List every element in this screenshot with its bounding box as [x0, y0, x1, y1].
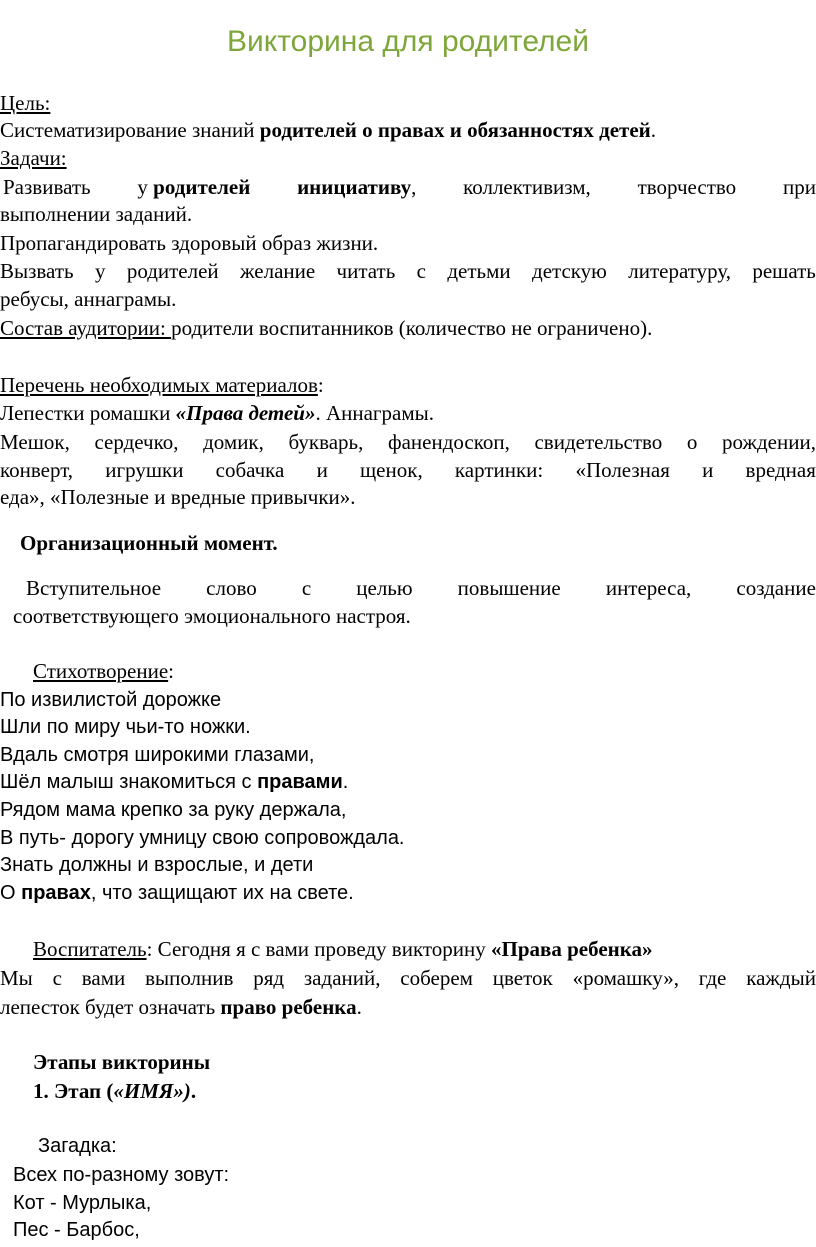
word: рождении,	[722, 430, 816, 454]
word: коллективизм,	[463, 175, 591, 199]
poem-8a: О	[0, 882, 22, 904]
word: собачка	[215, 458, 285, 482]
materials-colon: :	[317, 373, 324, 397]
task-line2	[0, 994, 816, 1022]
riddle-line-3: Пес - Барбос,	[13, 1219, 140, 1241]
task1-line1	[3, 174, 816, 202]
tasks-label: Задачи:	[0, 146, 67, 170]
word: конверт,	[0, 458, 74, 482]
teacher-line	[33, 936, 816, 964]
word-bold: родителей	[153, 175, 251, 199]
word: заданий,	[303, 966, 381, 990]
stages-heading	[33, 1049, 816, 1077]
org-heading	[20, 530, 816, 558]
goal-text-bold: родителей о правах и обязанностях детей	[259, 118, 651, 142]
task3-line2: ребусы, аннаграмы.	[0, 287, 177, 311]
stage1-name: «ИМЯ»)	[113, 1079, 191, 1103]
teacher-bold: «Права ребенка»	[491, 937, 653, 961]
stages-heading-text: Этапы викторины	[33, 1050, 211, 1074]
word: цветок	[492, 966, 553, 990]
audience-label: Состав аудитории:	[0, 316, 172, 340]
word: Развивать	[3, 175, 91, 199]
riddle-label: Загадка:	[38, 1135, 117, 1157]
audience-line	[0, 315, 816, 343]
word: соберем	[400, 966, 473, 990]
word: фанендоскоп,	[387, 430, 510, 454]
goal-text	[0, 117, 816, 145]
word	[137, 174, 250, 202]
petals-line	[0, 400, 816, 428]
task3-line1	[0, 258, 816, 286]
intro-line1	[26, 575, 816, 603]
goal-text-a: Систематизирование знаний	[0, 118, 260, 142]
word: повышение	[457, 576, 561, 600]
word: «ромашку»,	[572, 966, 679, 990]
word: игрушки	[105, 458, 184, 482]
word: о	[686, 430, 698, 454]
task1-line2: выполнении заданий.	[0, 202, 193, 226]
poem-label-line	[33, 658, 816, 686]
word: ряд	[253, 966, 285, 990]
document-title: Викторина для родителей	[227, 25, 589, 58]
word: где	[698, 966, 727, 990]
word-part: у	[137, 175, 148, 199]
riddle-line-2: Кот - Мурлыка,	[13, 1192, 152, 1214]
materials-line	[0, 372, 816, 400]
petals-c: . Аннаграмы.	[315, 401, 435, 425]
word-part: ,	[411, 175, 417, 199]
word: Мешок,	[0, 430, 70, 454]
word: картинки:	[454, 458, 544, 482]
riddle-line-1: Всех по-разному зовут:	[13, 1164, 230, 1186]
poem-line-7: Знать должны и взрослые, и дети	[0, 854, 314, 876]
goal-label: Цель:	[0, 91, 51, 115]
petals-title: «Права детей»	[175, 401, 316, 425]
word: читать	[336, 259, 396, 283]
task-line2c: .	[356, 995, 362, 1019]
word: вами	[81, 966, 126, 990]
poem-line-3: Вдаль смотря широкими глазами,	[0, 744, 315, 766]
word: щенок,	[360, 458, 423, 482]
teacher-text: : Сегодня я с вами проведу викторину	[146, 937, 492, 961]
word: выполнив	[145, 966, 234, 990]
word: букварь,	[288, 430, 364, 454]
task2: Пропагандировать здоровый образ жизни.	[0, 231, 379, 255]
word: целью	[356, 576, 413, 600]
word: сердечко,	[94, 430, 179, 454]
word: домик,	[203, 430, 264, 454]
stage1-heading	[33, 1078, 816, 1106]
word-bold: инициативу	[297, 175, 412, 199]
word: Вызвать	[0, 259, 74, 283]
word: создание	[736, 576, 816, 600]
items-line3: еда», «Полезные и вредные привычки».	[0, 485, 356, 509]
word	[297, 174, 416, 202]
poem-line-6: В путь- дорогу умницу свою сопровождала.	[0, 827, 405, 849]
word: вредная	[745, 458, 816, 482]
word: желание	[240, 259, 316, 283]
word: с	[301, 576, 312, 600]
word: каждый	[746, 966, 816, 990]
task-line2a: лепесток будет означать	[0, 995, 221, 1019]
task-line1	[0, 965, 816, 993]
word: детскую	[532, 259, 607, 283]
poem-8-bold: правах	[21, 882, 91, 904]
poem-line-5: Рядом мама крепко за руку держала,	[0, 799, 347, 821]
org-heading-text: Организационный момент.	[20, 531, 278, 555]
poem-label: Стихотворение	[33, 659, 169, 683]
audience-text: родители воспитанников (количество не ограничено).	[171, 316, 653, 340]
goal-text-c: .	[650, 118, 656, 142]
goal-label-line	[0, 90, 816, 118]
word: и	[316, 458, 328, 482]
word: решать	[752, 259, 816, 283]
word: и	[702, 458, 714, 482]
word: с	[416, 259, 426, 283]
word: при	[782, 175, 816, 199]
poem-line-4	[0, 769, 816, 797]
word: свидетельство	[534, 430, 663, 454]
word: «Полезная	[575, 458, 670, 482]
word: литературу,	[628, 259, 731, 283]
word: Вступительное	[26, 576, 162, 600]
poem-line-8	[0, 880, 816, 908]
poem-4-bold: правами	[257, 771, 343, 793]
stage1-c: .	[190, 1079, 197, 1103]
word: творчество	[637, 175, 737, 199]
poem-line-1: По извилистой дорожке	[0, 689, 222, 711]
task-line2-bold: право ребенка	[220, 995, 357, 1019]
tasks-label-line	[0, 145, 816, 173]
stage1-a: 1. Этап (	[33, 1079, 114, 1103]
teacher-label: Воспитатель	[33, 937, 147, 961]
poem-4a: Шёл малыш знакомиться с	[0, 771, 258, 793]
materials-label: Перечень необходимых материалов	[0, 373, 318, 397]
word: детьми	[447, 259, 511, 283]
items-line1	[0, 429, 816, 457]
poem-8c: , что защищают их на свете.	[90, 882, 354, 904]
poem-4c: .	[342, 771, 349, 793]
word: интереса,	[605, 576, 692, 600]
word: у	[94, 259, 106, 283]
petals-a: Лепестки ромашки	[0, 401, 176, 425]
items-line2	[0, 457, 816, 485]
word: родителей	[126, 259, 219, 283]
poem-colon: :	[168, 659, 174, 683]
word: с	[52, 966, 62, 990]
word: слово	[206, 576, 257, 600]
poem-line-2: Шли по миру чьи-то ножки.	[0, 716, 251, 738]
intro-line2: соответствующего эмоционального настроя.	[13, 604, 411, 628]
word: Мы	[0, 966, 33, 990]
